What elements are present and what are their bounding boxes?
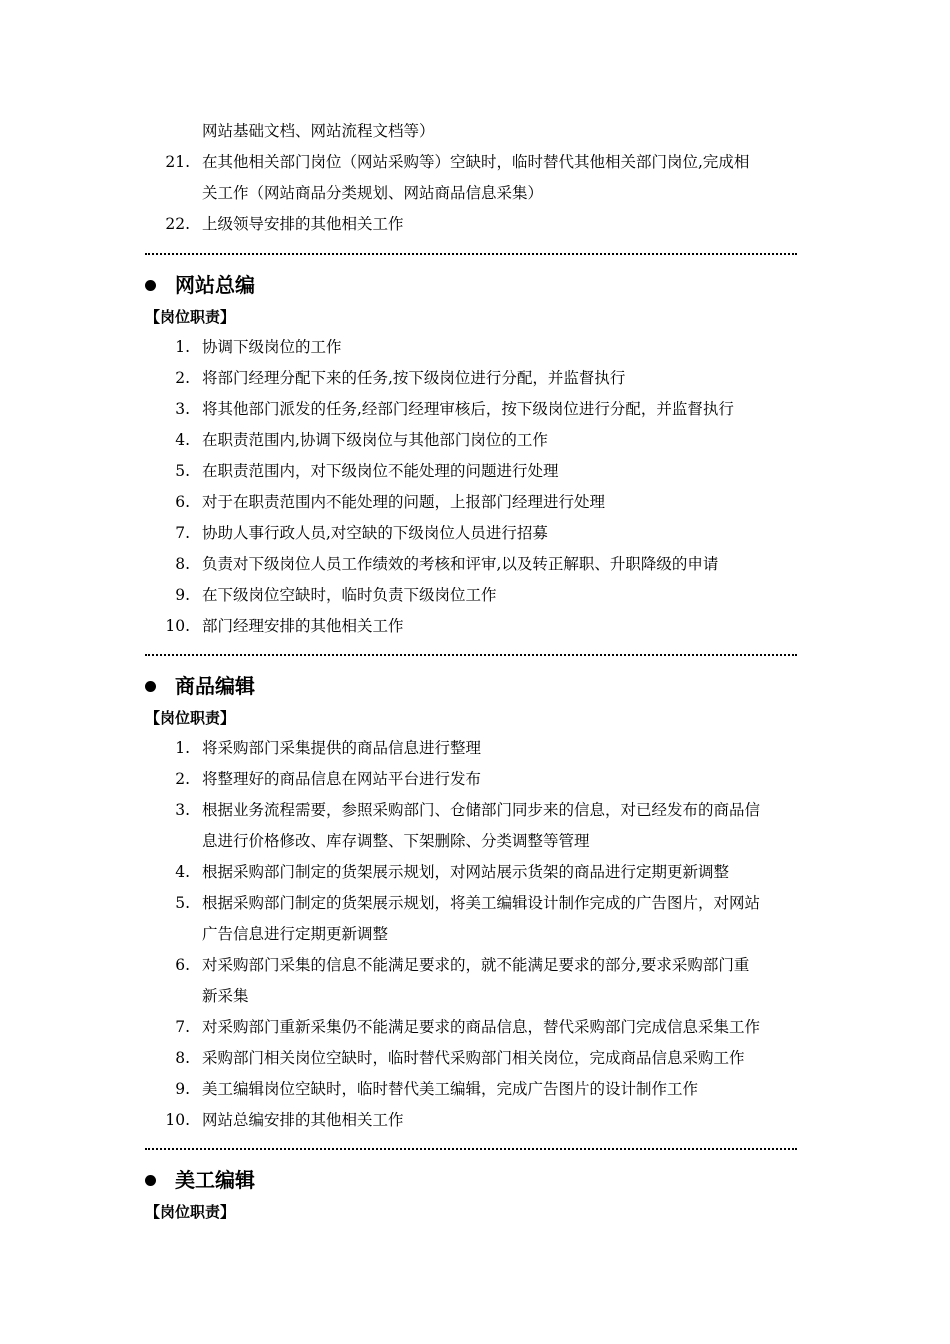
list-text: 将整理好的商品信息在网站平台进行发布 <box>202 770 482 788</box>
section-heading <box>145 1166 255 1194</box>
list-number: 9. <box>175 586 190 604</box>
list-text: 协调下级岗位的工作 <box>202 338 342 356</box>
duty-label: 【岗位职责】 <box>145 709 236 727</box>
list-text: 对采购部门采集的信息不能满足要求的，就不能满足要求的部分,要求采购部门重 <box>202 956 750 974</box>
list-number: 3. <box>175 801 190 819</box>
list-text: 对于在职责范围内不能处理的问题，上报部门经理进行处理 <box>202 493 606 511</box>
list-text: 网站总编安排的其他相关工作 <box>202 1111 404 1129</box>
list-text: 负责对下级岗位人员工作绩效的考核和评审,以及转正解职、升职降级的申请 <box>202 555 719 573</box>
list-text: 对采购部门重新采集仍不能满足要求的商品信息，替代采购部门完成信息采集工作 <box>202 1018 761 1036</box>
dotted-separator <box>145 253 797 257</box>
list-number: 4. <box>175 431 190 449</box>
list-number: 5. <box>175 894 190 912</box>
list-number: 6. <box>175 493 190 511</box>
list-text: 将采购部门采集提供的商品信息进行整理 <box>202 739 482 757</box>
list-item-continuation: 广告信息进行定期更新调整 <box>202 925 389 943</box>
list-text: 根据采购部门制定的货架展示规划，对网站展示货架的商品进行定期更新调整 <box>202 863 730 881</box>
list-text: 部门经理安排的其他相关工作 <box>202 617 404 635</box>
dotted-separator <box>145 654 797 658</box>
carryover-line: 网站基础文档、网站流程文档等） <box>202 122 435 140</box>
duty-label: 【岗位职责】 <box>145 1203 236 1221</box>
list-number: 7. <box>175 524 190 542</box>
list-text: 在其他相关部门岗位（网站采购等）空缺时，临时替代其他相关部门岗位,完成相 <box>202 153 750 171</box>
list-number: 22. <box>165 215 190 233</box>
list-text: 美工编辑岗位空缺时，临时替代美工编辑，完成广告图片的设计制作工作 <box>202 1080 699 1098</box>
section-heading <box>145 271 255 299</box>
list-number: 8. <box>175 555 190 573</box>
list-number: 4. <box>175 863 190 881</box>
list-number: 1. <box>175 338 190 356</box>
list-text: 将其他部门派发的任务,经部门经理审核后，按下级岗位进行分配，并监督执行 <box>202 400 734 418</box>
list-text: 在下级岗位空缺时，临时负责下级岗位工作 <box>202 586 497 604</box>
list-item-continuation: 关工作（网站商品分类规划、网站商品信息采集） <box>202 184 544 202</box>
list-number: 6. <box>175 956 190 974</box>
list-number: 10. <box>165 1111 190 1129</box>
list-number: 21. <box>165 153 190 171</box>
list-number: 1. <box>175 739 190 757</box>
list-number: 9. <box>175 1080 190 1098</box>
list-number: 3. <box>175 400 190 418</box>
bullet-icon <box>145 1175 156 1186</box>
bullet-icon <box>145 681 156 692</box>
list-text: 在职责范围内，对下级岗位不能处理的问题进行处理 <box>202 462 559 480</box>
list-number: 5. <box>175 462 190 480</box>
duty-label: 【岗位职责】 <box>145 308 236 326</box>
list-number: 8. <box>175 1049 190 1067</box>
list-text: 在职责范围内,协调下级岗位与其他部门岗位的工作 <box>202 431 548 449</box>
section-heading <box>145 672 255 700</box>
list-number: 2. <box>175 770 190 788</box>
list-text: 上级领导安排的其他相关工作 <box>202 215 404 233</box>
list-number: 7. <box>175 1018 190 1036</box>
list-number: 10. <box>165 617 190 635</box>
section-title: 商品编辑 <box>175 674 255 698</box>
list-number: 2. <box>175 369 190 387</box>
list-item-continuation: 息进行价格修改、库存调整、下架删除、分类调整等管理 <box>202 832 590 850</box>
list-text: 采购部门相关岗位空缺时，临时替代采购部门相关岗位，完成商品信息采购工作 <box>202 1049 745 1067</box>
dotted-separator <box>145 1148 797 1152</box>
list-text: 协助人事行政人员,对空缺的下级岗位人员进行招募 <box>202 524 548 542</box>
list-text: 根据采购部门制定的货架展示规划，将美工编辑设计制作完成的广告图片，对网站 <box>202 894 761 912</box>
list-item-continuation: 新采集 <box>202 987 249 1005</box>
list-text: 将部门经理分配下来的任务,按下级岗位进行分配，并监督执行 <box>202 369 626 387</box>
section-title: 网站总编 <box>175 273 255 297</box>
list-text: 根据业务流程需要，参照采购部门、仓储部门同步来的信息，对已经发布的商品信 <box>202 801 761 819</box>
bullet-icon <box>145 280 156 291</box>
section-title: 美工编辑 <box>175 1168 255 1192</box>
